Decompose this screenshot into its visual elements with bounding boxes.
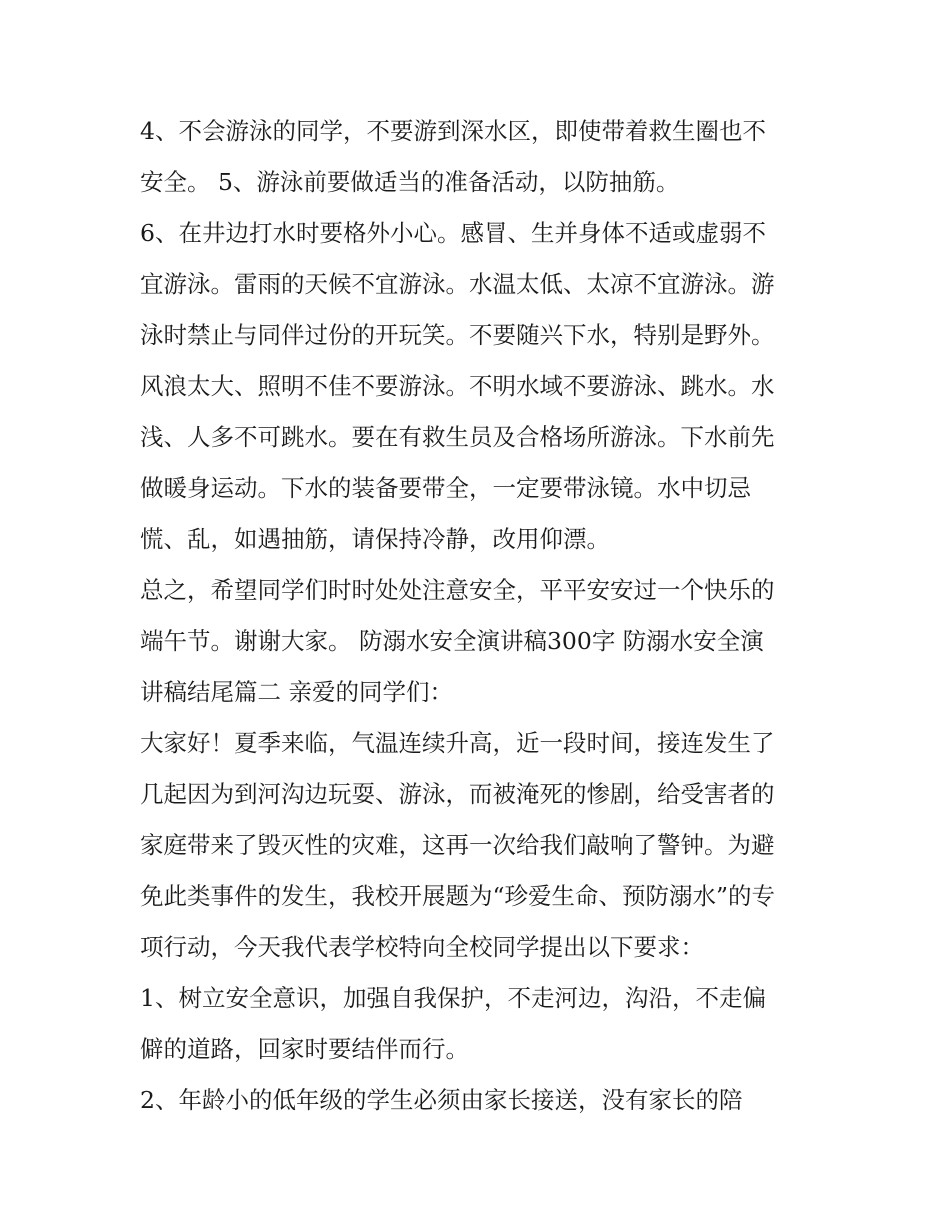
text-line: 慌、乱，如遇抽筋，请保持冷静，改用仰漂。 <box>140 525 610 553</box>
text-line: 免此类事件的发生，我校开展题为“珍爱生命、预防溺水”的专 <box>140 882 776 910</box>
text-line: 风浪太大、照明不佳不要游泳。不明水域不要游泳、跳水。水 <box>140 372 775 400</box>
text-line: 总之，希望同学们时时处处注意安全，平平安安过一个快乐的 <box>140 576 775 604</box>
text-line: 几起因为到河沟边玩耍、游泳，而被淹死的惨剧，给受害者的 <box>140 780 775 808</box>
text-line: 泳时禁止与同伴过份的开玩笑。不要随兴下水，特别是野外。 <box>140 321 775 349</box>
text-line: 4、不会游泳的同学，不要游到深水区，即使带着救生圈也不 <box>140 117 766 145</box>
text-line: 家庭带来了毁灭性的灾难，这再一次给我们敲响了警钟。为避 <box>140 831 775 859</box>
text-line: 僻的道路，回家时要结伴而行。 <box>140 1035 469 1063</box>
document-body <box>140 106 820 1126</box>
text-line: 讲稿结尾篇二 亲爱的同学们： <box>140 678 453 706</box>
text-line: 安全。 5、游泳前要做适当的准备活动，以防抽筋。 <box>140 168 680 196</box>
text-line: 2、年龄小的低年级的学生必须由家长接送，没有家长的陪 <box>140 1086 743 1114</box>
text-line: 浅、人多不可跳水。要在有救生员及合格场所游泳。下水前先 <box>140 423 775 451</box>
text-line: 宜游泳。雷雨的天候不宜游泳。水温太低、太凉不宜游泳。游 <box>140 270 775 298</box>
text-line: 1、树立安全意识，加强自我保护，不走河边，沟沿，不走偏 <box>140 984 766 1012</box>
text-line: 大家好！夏季来临，气温连续升高，近一段时间，接连发生了 <box>140 729 775 757</box>
text-line: 项行动，今天我代表学校特向全校同学提出以下要求： <box>140 933 704 961</box>
text-line: 端午节。谢谢大家。 防溺水安全演讲稿300字 防溺水安全演 <box>140 627 764 655</box>
text-line: 6、在井边打水时要格外小心。感冒、生并身体不适或虚弱不 <box>140 219 766 247</box>
text-line: 做暖身运动。下水的装备要带全，一定要带泳镜。水中切忌 <box>140 474 751 502</box>
